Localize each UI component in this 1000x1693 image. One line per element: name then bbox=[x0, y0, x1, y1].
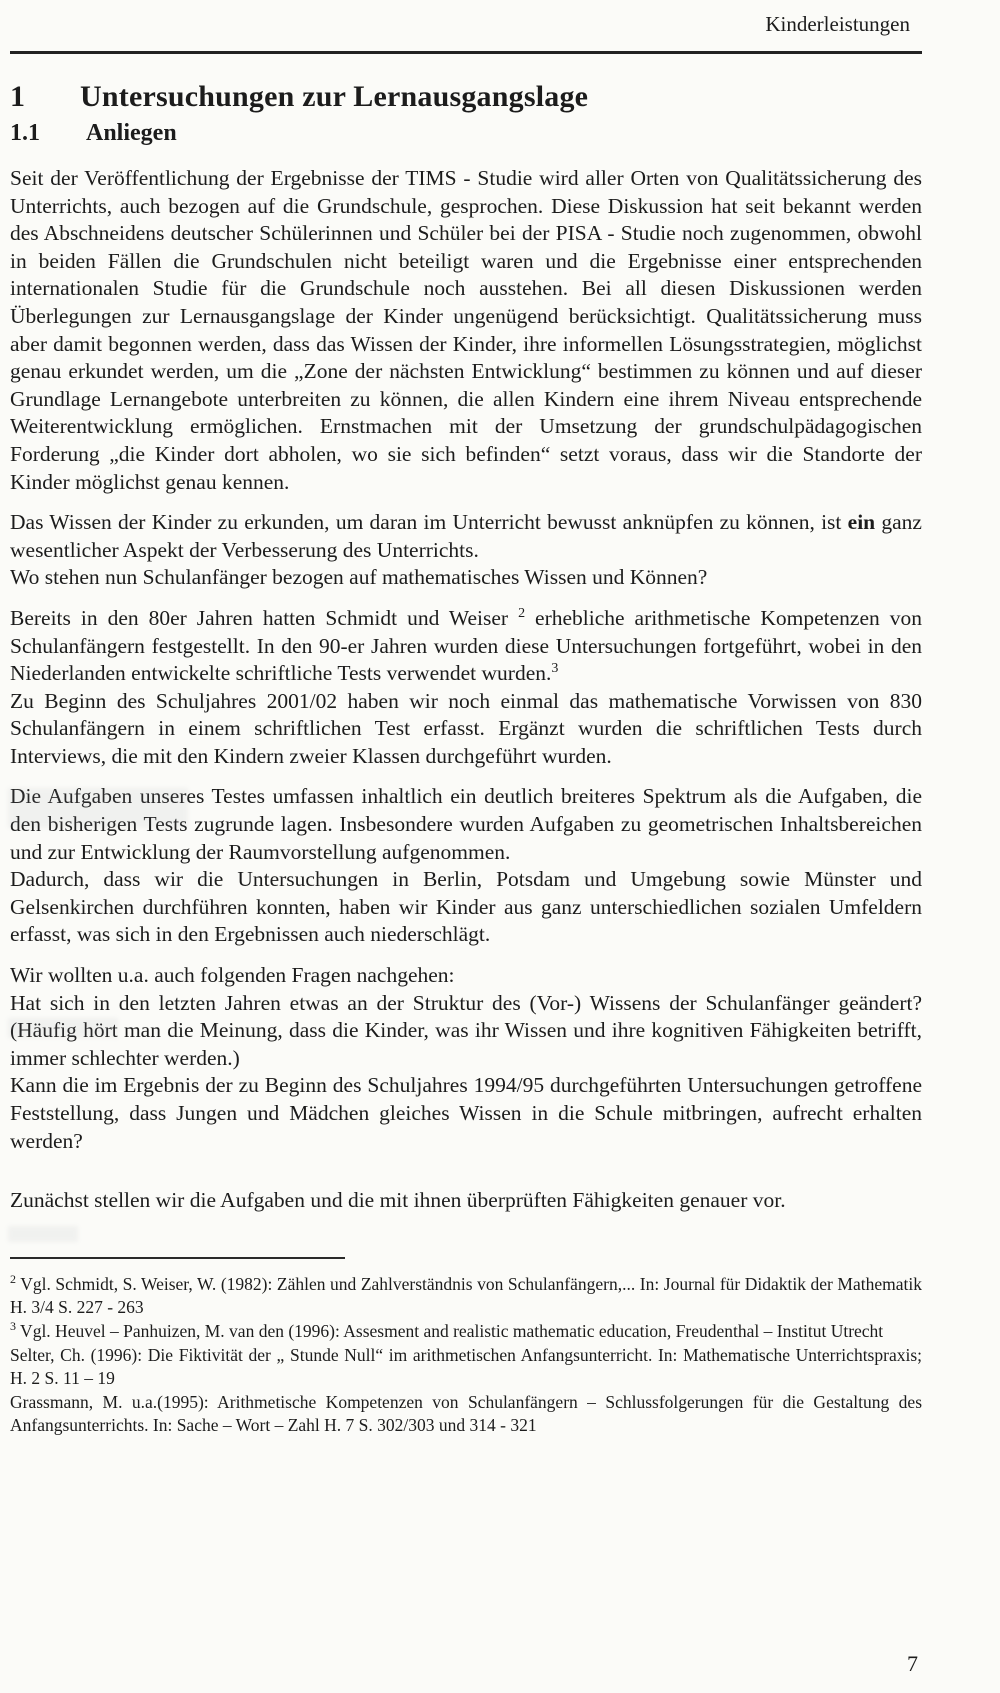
footnote-2 bbox=[10, 1273, 922, 1320]
running-header bbox=[10, 8, 922, 51]
running-header-text: Kinderleistungen bbox=[765, 12, 910, 36]
body-paragraph-9: Hat sich in den letzten Jahren etwas an der Struktur des (Vor-) Wissens der Schulanfänger geändert? (Häufig hört man die Meinung, dass die Kinder, was ihr Wissen und ihre kognitiven Fähigkeiten betrifft, immer schlechter werden.) bbox=[10, 990, 922, 1070]
page-number: 7 bbox=[907, 1651, 918, 1676]
body-paragraph-3: Wo stehen nun Schulanfänger bezogen auf mathematisches Wissen und Können? bbox=[10, 565, 708, 590]
footnote-4: Selter, Ch. (1996): Die Fiktivität der „ Stunde Null“ im arithmetischen Anfangsunterricht. In: Mathematische Unterrichtspraxis; H. 2 S. 11 – 19 bbox=[10, 1344, 922, 1389]
paragraph-text: ganz wesentlicher Aspekt der Verbesserung des Unterrichts. bbox=[10, 510, 922, 562]
scan-smudge bbox=[8, 1226, 78, 1242]
paragraph-text: Bereits in den 80er Jahren hatten Schmidt und Weiser bbox=[10, 605, 519, 630]
footnote-separator-rule bbox=[10, 1257, 345, 1259]
body-paragraph-2 bbox=[10, 509, 922, 564]
footnote-text: Vgl. Schmidt, S. Weiser, W. (1982): Zählen und Zahlverständnis von Schulanfängern,... In: Journal für Didaktik der Mathematik H. 3/4 S. 227 - 263 bbox=[10, 1273, 922, 1318]
body-paragraph-6: Die Aufgaben unseres Testes umfassen inhaltlich ein deutlich breiteres Spektrum als die Aufgaben, die den bisherigen Tests zugrunde lagen. Insbesondere wurden Aufgaben zu geometrischen Inhaltsbereichen und zur Entwicklung der Raumvorstellung aufgenommen. bbox=[10, 784, 922, 864]
footnote-5: Grassmann, M. u.a.(1995): Arithmetische Kompetenzen von Schulanfängern – Schlussfolgerungen für die Gestaltung des Anfangsunterrichts. In: Sache – Wort – Zahl H. 7 S. 302/303 und 314 - 321 bbox=[10, 1391, 922, 1436]
body-paragraph-11: Zunächst stellen wir die Aufgaben und die mit ihnen überprüften Fähigkeiten genauer vor. bbox=[10, 1188, 786, 1213]
emphasis-ein: ein bbox=[847, 510, 876, 535]
footnote-reference-3: 3 bbox=[551, 660, 559, 676]
body-paragraph-5: Zu Beginn des Schuljahres 2001/02 haben wir noch einmal das mathematische Vorwissen von 830 Schulanfängern in einem schriftlichen Test erfasst. Ergänzt wurden die schriftlichen Tests durch Interviews, die mit den Kindern zweier Klassen durchgeführt wurden. bbox=[10, 688, 922, 768]
subsection-title: Anliegen bbox=[86, 120, 177, 146]
section-title: Untersuchungen zur Lernausgangslage bbox=[80, 80, 589, 113]
body-paragraph-4 bbox=[10, 605, 922, 688]
section-heading bbox=[10, 80, 922, 114]
subsection-number: 1.1 bbox=[10, 120, 40, 146]
body-paragraph-10: Kann die im Ergebnis der zu Beginn des Schuljahres 1994/95 durchgeführten Untersuchungen getroffene Feststellung, dass Jungen und Mädchen gleiches Wissen in die Schule mitbringen, aufrecht erhalten werden? bbox=[10, 1073, 922, 1153]
paragraph-text: Das Wissen der Kinder zu erkunden, um daran im Unterricht bewusst anknüpfen zu können, ist bbox=[10, 510, 848, 535]
body-paragraph-8: Wir wollten u.a. auch folgenden Fragen nachgehen: bbox=[10, 963, 455, 988]
paragraph-text: erhebliche arithmetische Kompetenzen von Schulanfängern festgestellt. In den 90-er Jahren wurden diese Untersuchungen fortgeführt, wobei in den Niederlanden entwickelte schriftliche Tests verwendet wurden. bbox=[10, 605, 922, 686]
footnote-section bbox=[10, 1257, 922, 1438]
header-rule bbox=[10, 51, 922, 54]
body-paragraph-1: Seit der Veröffentlichung der Ergebnisse der TIMS - Studie wird aller Orten von Qualitätssicherung des Unterrichts, auch bezogen auf die Grundschule, gesprochen. Diese Diskussion hat seit bekannt werden des Abschneidens deutscher Schülerinnen und Schüler bei der PISA - Studie noch zugenommen, obwohl in beiden Fällen die Grundschulen nicht beteiligt waren und die Ergebnisse einer entsprechenden internationalen Studie für die Grundschule noch ausstehen. Bei all diesen Diskussionen werden Überlegungen zur Lernausgangslage der Kinder ungenügend berücksichtigt. Qualitätssicherung muss aber damit begonnen werden, dass das Wissen der Kinder, ihre informellen Lösungsstrategien, möglichst genau erkundet werden, um die „Zone der nächsten Entwicklung“ bestimmen zu können und auf dieser Grundlage Lernangebote unterbreiten zu können, die allen Kindern eine ihrem Niveau entsprechende Weiterentwicklung ermöglichen. Ernstmachen mit der Umsetzung der grundschulpädagogischen Forderung „die Kinder dort abholen, wo sie sich befinden“ setzt voraus, dass wir die Standorte der Kinder möglichst genau kennen. bbox=[10, 166, 922, 494]
section-number: 1 bbox=[10, 80, 26, 113]
footnote-3 bbox=[10, 1320, 922, 1344]
footnote-reference-2: 2 bbox=[518, 605, 526, 621]
footnote-marker-3: 3 bbox=[10, 1319, 16, 1334]
footnote-marker-2: 2 bbox=[10, 1271, 16, 1286]
subsection-heading bbox=[10, 120, 922, 147]
body-paragraph-7: Dadurch, dass wir die Untersuchungen in Berlin, Potsdam und Umgebung sowie Münster und Gelsenkirchen durchführen konnten, haben wir Kinder aus ganz unterschiedlichen sozialen Umfeldern erfasst, was sich in den Ergebnissen auch niederschlägt. bbox=[10, 867, 922, 947]
footnote-text: Vgl. Heuvel – Panhuizen, M. van den (1996): Assesment and realistic mathematic education, Freudenthal – Institut Utrecht bbox=[16, 1320, 884, 1341]
